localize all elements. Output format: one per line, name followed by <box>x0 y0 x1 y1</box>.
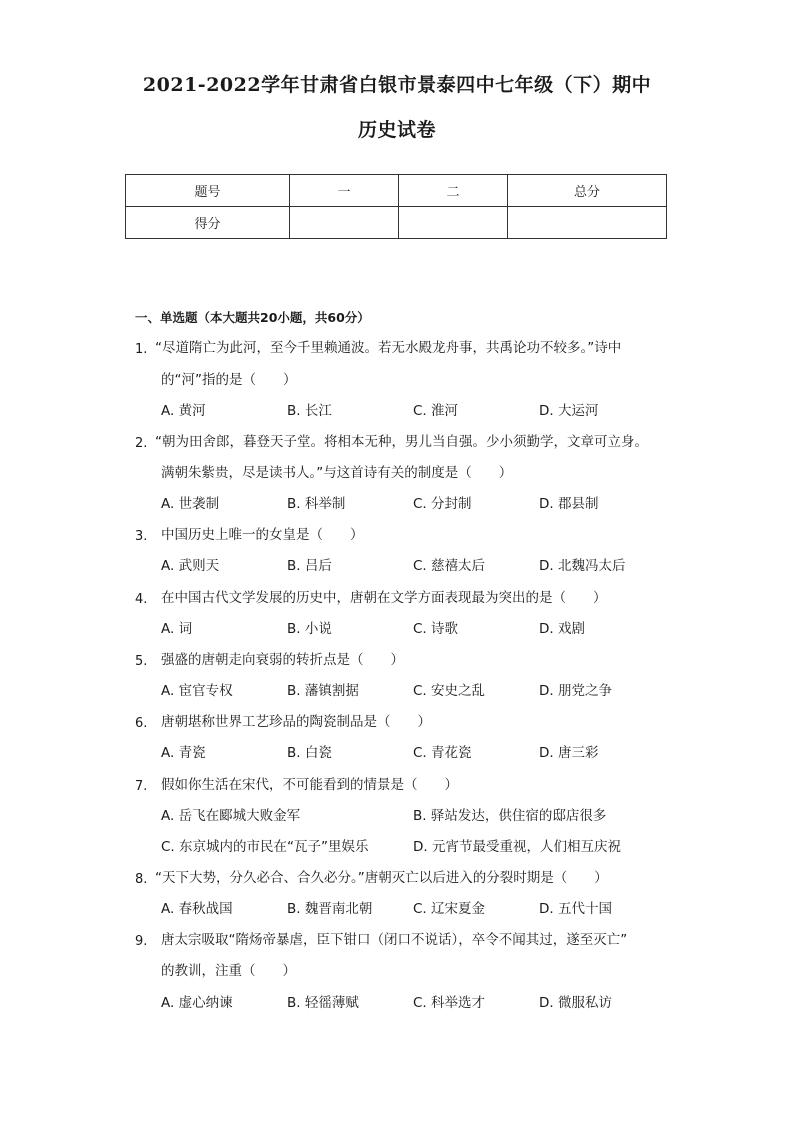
option-b[interactable]: B. 吕后 <box>287 558 332 574</box>
question-number: 1. <box>135 342 148 357</box>
option-a[interactable]: A. 春秋战国 <box>161 901 233 917</box>
option-c[interactable]: C. 分封制 <box>413 496 472 512</box>
option-d[interactable]: D. 五代十国 <box>539 901 612 917</box>
option-a[interactable]: A. 黄河 <box>161 403 206 419</box>
option-b[interactable]: B. 魏晋南北朝 <box>287 901 373 917</box>
question-number: 8. <box>135 872 148 887</box>
score-table <box>125 174 667 239</box>
option-c[interactable]: C. 慈禧太后 <box>413 558 486 574</box>
section-heading: 一、单选题（本大题共20小题，共60分） <box>135 310 370 325</box>
option-d[interactable]: D. 微服私访 <box>539 995 612 1011</box>
option-b[interactable]: B. 轻徭薄赋 <box>287 995 359 1011</box>
option-d[interactable]: D. 元宵节最受重视，人们相互庆祝 <box>413 839 621 855</box>
question-text: 假如你生活在宋代，不可能看到的情景是（ ） <box>161 777 458 793</box>
score-header-cell: 一 <box>290 175 399 207</box>
option-b[interactable]: B. 藩镇割据 <box>287 683 359 699</box>
question-number: 6. <box>135 716 148 731</box>
option-c[interactable]: C. 淮河 <box>413 403 459 419</box>
score-header-cell: 题号 <box>126 175 290 207</box>
option-a[interactable]: A. 青瓷 <box>161 745 206 761</box>
option-a[interactable]: A. 武则天 <box>161 558 220 574</box>
question-text: 满朝朱紫贵，尽是读书人。”与这首诗有关的制度是（ ） <box>161 465 513 481</box>
option-a[interactable]: A. 词 <box>161 621 193 637</box>
option-d[interactable]: D. 唐三彩 <box>539 745 599 761</box>
question-number: 7. <box>135 779 148 794</box>
question-text: 在中国古代文学发展的历史中，唐朝在文学方面表现最为突出的是（ ） <box>161 590 607 606</box>
option-d[interactable]: D. 大运河 <box>539 403 599 419</box>
score-header-cell: 二 <box>399 175 508 207</box>
score-cell <box>508 207 667 239</box>
question-text: “天下大势，分久必合、合久必分。”唐朝灭亡以后进入的分裂时期是（ ） <box>155 870 608 886</box>
question-number: 5. <box>135 654 148 669</box>
score-table-header-row <box>126 175 667 207</box>
option-d[interactable]: D. 北魏冯太后 <box>539 558 626 574</box>
question-text: 的“河”指的是（ ） <box>161 372 297 388</box>
option-a[interactable]: A. 岳飞在郾城大败金军 <box>161 808 301 824</box>
option-c[interactable]: C. 科举选才 <box>413 995 486 1011</box>
option-b[interactable]: B. 科举制 <box>287 496 346 512</box>
score-header-cell: 总分 <box>508 175 667 207</box>
option-b[interactable]: B. 白瓷 <box>287 745 332 761</box>
option-c[interactable]: C. 安史之乱 <box>413 683 486 699</box>
option-a[interactable]: A. 虚心纳谏 <box>161 995 233 1011</box>
question-text: “朝为田舍郎，暮登天子堂。将相本无种，男儿当自强。少小须勤学，文章可立身。 <box>155 434 648 450</box>
option-a[interactable]: A. 世袭制 <box>161 496 220 512</box>
question-number: 4. <box>135 592 148 607</box>
option-c[interactable]: C. 辽宋夏金 <box>413 901 486 917</box>
option-b[interactable]: B. 长江 <box>287 403 332 419</box>
exam-title-line2: 历史试卷 <box>357 119 436 141</box>
score-cell <box>290 207 399 239</box>
question-number: 3. <box>135 529 148 544</box>
option-b[interactable]: B. 驿站发达，供住宿的邸店很多 <box>413 808 607 824</box>
option-c[interactable]: C. 东京城内的市民在“瓦子”里娱乐 <box>161 839 369 855</box>
option-a[interactable]: A. 宦官专权 <box>161 683 233 699</box>
exam-title-line1: 2021-2022学年甘肃省白银市景泰四中七年级（下）期中 <box>142 74 652 96</box>
question-number: 9. <box>135 934 148 949</box>
question-text: 中国历史上唯一的女皇是（ ） <box>161 527 364 543</box>
option-c[interactable]: C. 诗歌 <box>413 621 459 637</box>
question-text: “尽道隋亡为此河，至今千里赖通波。若无水殿龙舟事，共禹论功不较多。”诗中 <box>155 340 622 356</box>
score-row-label: 得分 <box>126 207 290 239</box>
score-cell <box>399 207 508 239</box>
option-d[interactable]: D. 朋党之争 <box>539 683 612 699</box>
question-text: 唐太宗吸取“隋炀帝暴虐，臣下钳口（闭口不说话），卒令不闻其过，遂至灭亡” <box>161 932 628 948</box>
question-text: 的教训，注重（ ） <box>161 963 296 979</box>
option-b[interactable]: B. 小说 <box>287 621 332 637</box>
question-text: 强盛的唐朝走向衰弱的转折点是（ ） <box>161 652 404 668</box>
option-d[interactable]: D. 郡县制 <box>539 496 599 512</box>
option-d[interactable]: D. 戏剧 <box>539 621 585 637</box>
question-number: 2. <box>135 436 148 451</box>
score-table-score-row <box>126 207 667 239</box>
question-text: 唐朝堪称世界工艺珍品的陶瓷制品是（ ） <box>161 714 431 730</box>
option-c[interactable]: C. 青花瓷 <box>413 745 472 761</box>
